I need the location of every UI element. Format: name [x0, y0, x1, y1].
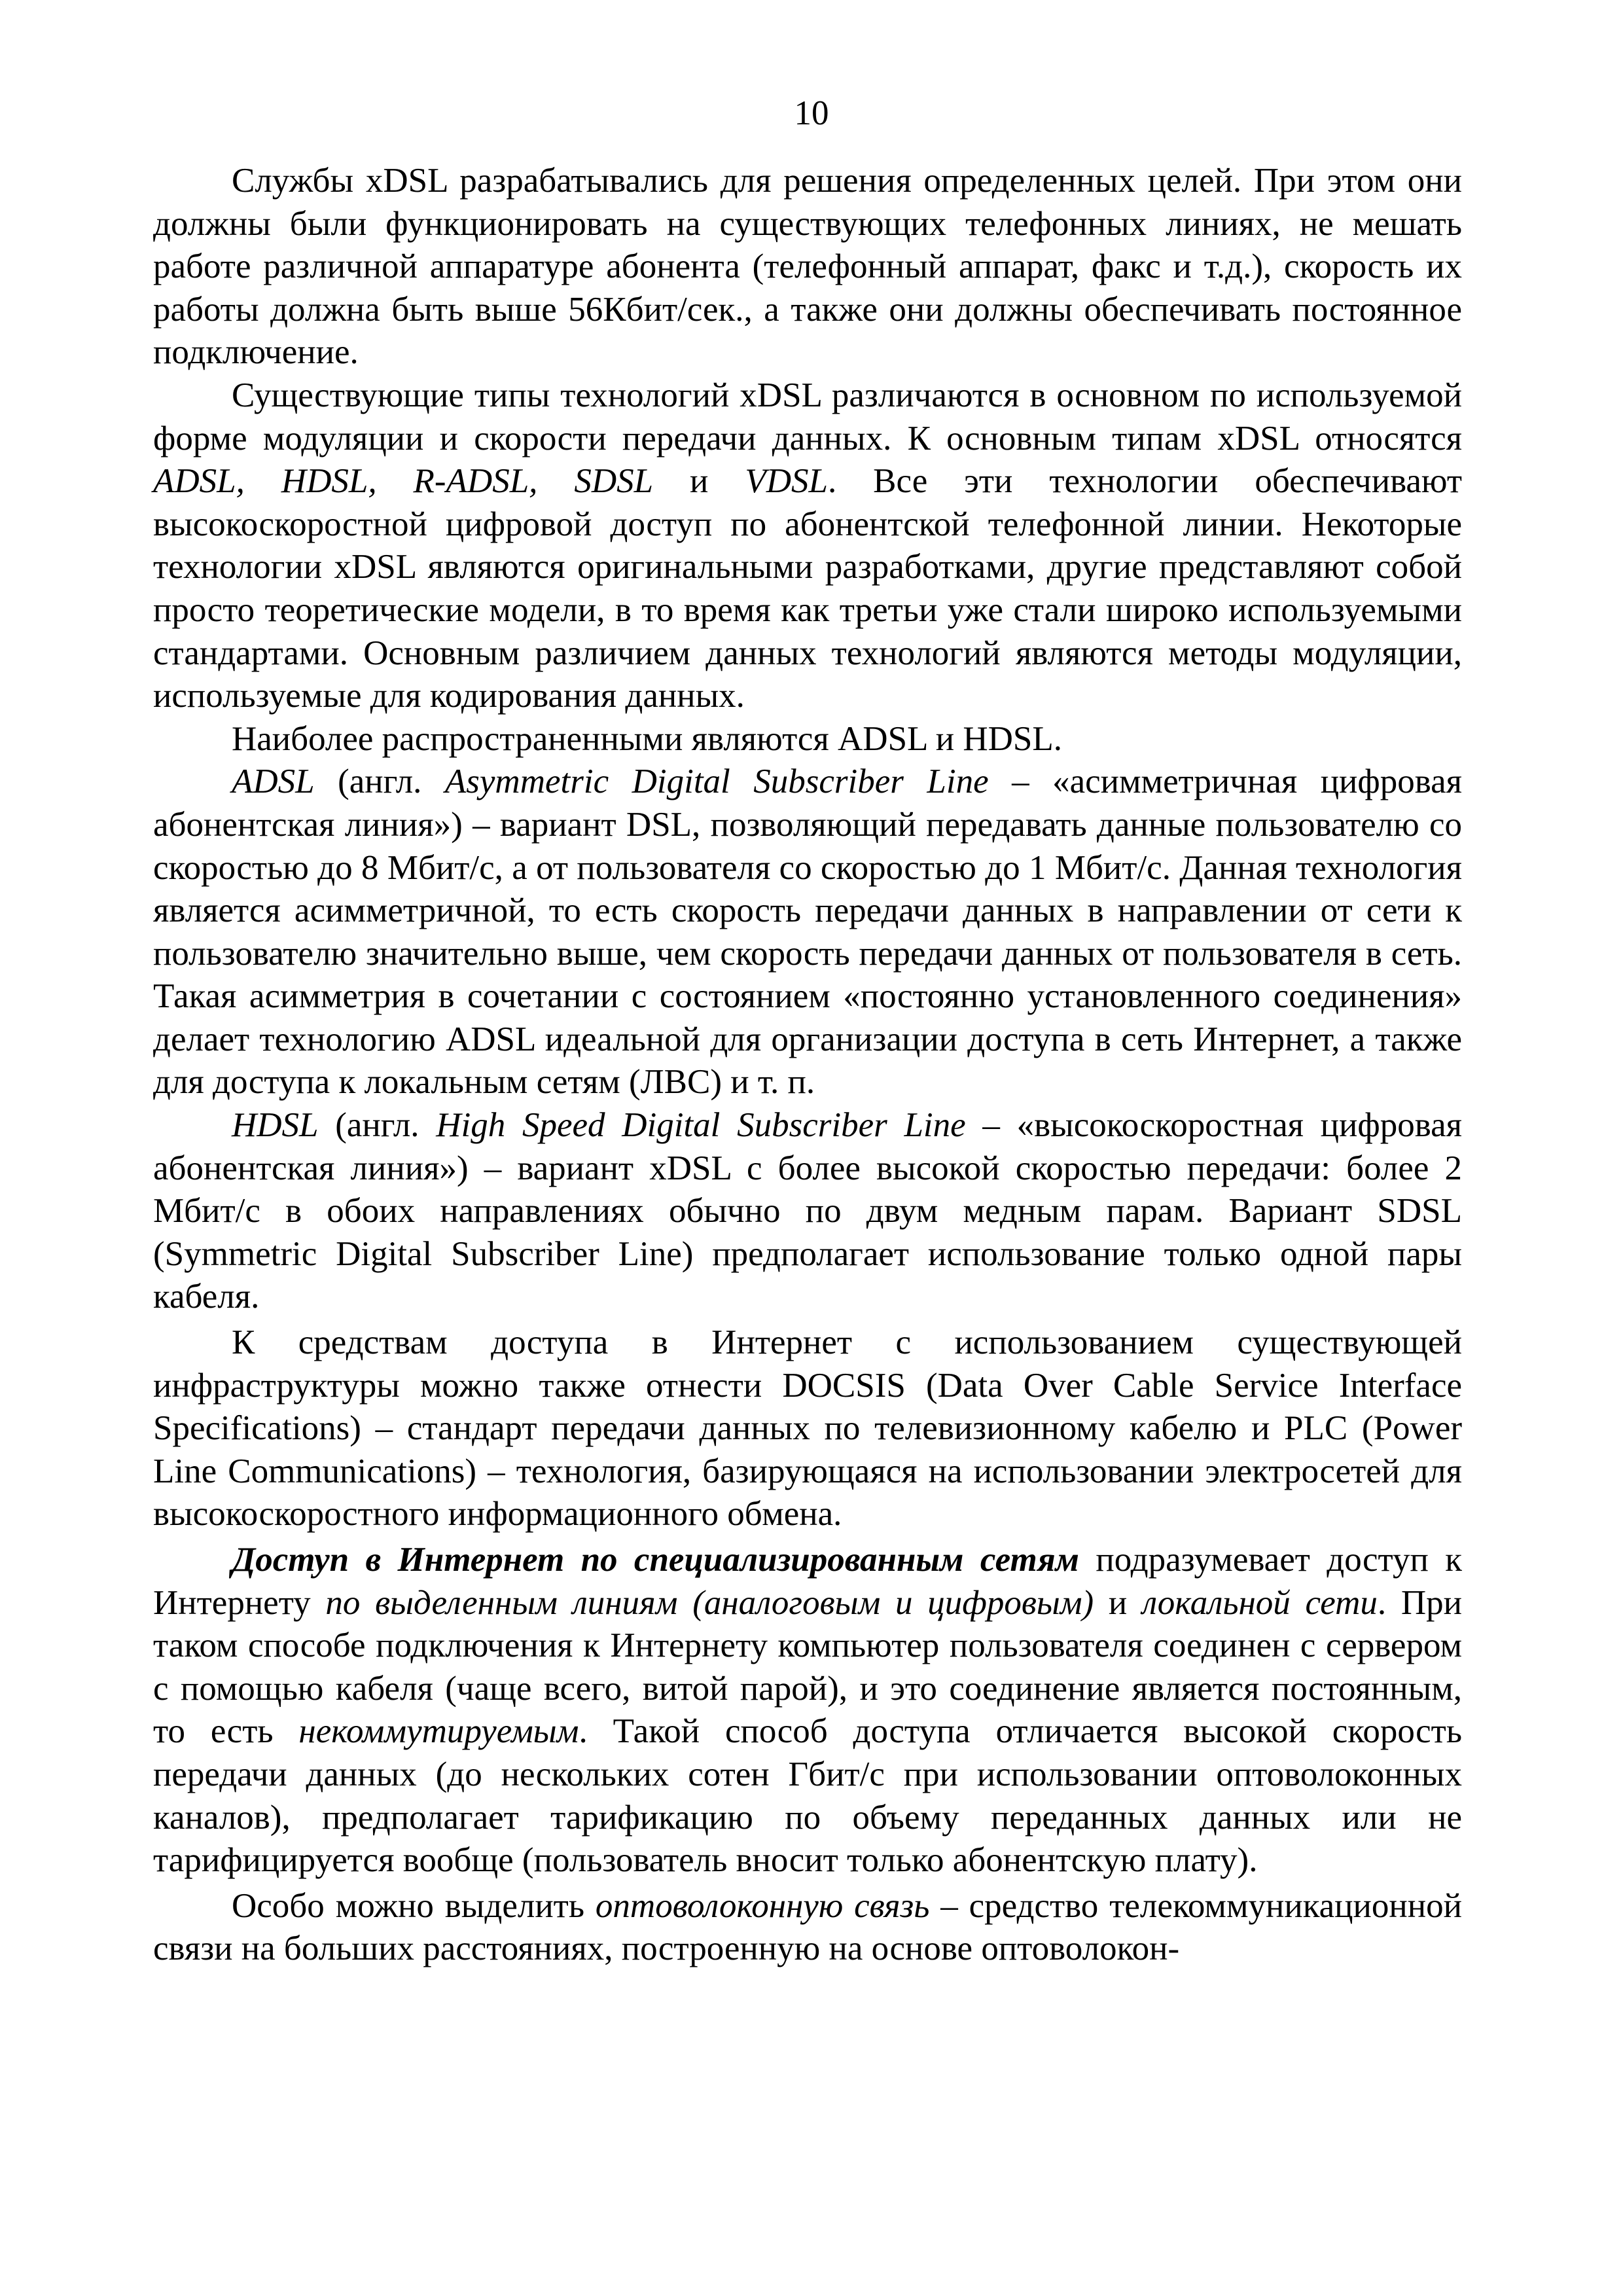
paragraph-xdsl-types: Существующие типы технологий xDSL различаются в основном по используемой форме модуляции и скорости передачи данных. К основным типам xDSL относятся ADSL, HDSL, R-ADSL, SDSL и VDSL. Все эти технологии обеспечивают высокоскоростной цифровой доступ по абонентской телефонной линии. Некоторые технологии xDSL являются оригинальными разработками, другие представляют собой просто теоретические модели, в то время как третьи уже стали широко используемыми стандартами. Основным различием данных технологий являются методы модуляции, используемые для кодирования данных.: [153, 376, 1462, 715]
paragraph-most-common: Наиболее распространенными являются ADSL и HDSL.: [232, 719, 1062, 758]
page-number: 10: [794, 94, 829, 132]
document-body: [153, 160, 1462, 1971]
paragraph-dedicated-networks: Доступ в Интернет по специализированным сетям подразумевает доступ к Интернету по выделенным линиям (аналоговым и цифровым) и локальной сети. При таком способе подключения к Интернету компьютер пользователя соединен с сервером с помощью кабеля (чаще всего, витой парой), и это соединение является постоянным, то есть некоммутируемым. Такой способ доступа отличается высокой скорость передачи данных (до нескольких сотен Гбит/с при использовании оптоволоконных каналов), предполагает тарификацию по объему переданных данных или не тарифицируется вообще (пользователь вносит только абонентскую плату).: [153, 1541, 1463, 1880]
paragraph-hdsl: HDSL (англ. High Speed Digital Subscriber Line – «высокоскоростная цифровая абонентская линия») – вариант xDSL с более высокой скоростью передачи: более 2 Мбит/с в обоих направлениях обычно по двум медным парам. Вариант SDSL (Symmetric Digital Subscriber Line) предполагает использование только одной пары кабеля.: [153, 1106, 1462, 1316]
paragraph-docsis-plc: К средствам доступа в Интернет с использованием существующей инфраструктуры можно также отнести DOCSIS (Data Over Cable Service Interface Specifications) – стандарт передачи данных по телевизионному кабелю и PLC (Power Line Communications) – технология, базирующаяся на использовании электросетей для высокоскоростного информационного обмена.: [153, 1323, 1462, 1534]
paragraph-xdsl-services: Службы xDSL разрабатывались для решения определенных целей. При этом они должны были функционировать на существующих телефонных линиях, не мешать работе различной аппаратуре абонента (телефонный аппарат, факс и т.д.), скорость их работы должна быть выше 56Кбит/сек., а также они должны обеспечивать постоянное подключение.: [153, 162, 1462, 372]
paragraph-adsl: ADSL (англ. Asymmetric Digital Subscriber Line – «асимметричная цифровая абонентская линия») – вариант DSL, позволяющий передавать данные пользователю со скоростью до 8 Мбит/с, а от пользователя со скоростью до 1 Мбит/с. Данная технология является асимметричной, то есть скорость передачи данных в направлении от сети к пользователю значительно выше, чем скорость передачи данных от пользователя в сеть. Такая асимметрия в сочетании с состоянием «постоянно установленного соединения» делает технологию ADSL идеальной для организации доступа в сеть Интернет, а также для доступа к локальным сетям (ЛВС) и т. п.: [153, 762, 1462, 1102]
paragraph-fiber-optic: Особо можно выделить оптоволоконную связь – средство телекоммуникационной связи на больших расстояниях, построенную на основе оптоволокон-: [153, 1886, 1462, 1968]
